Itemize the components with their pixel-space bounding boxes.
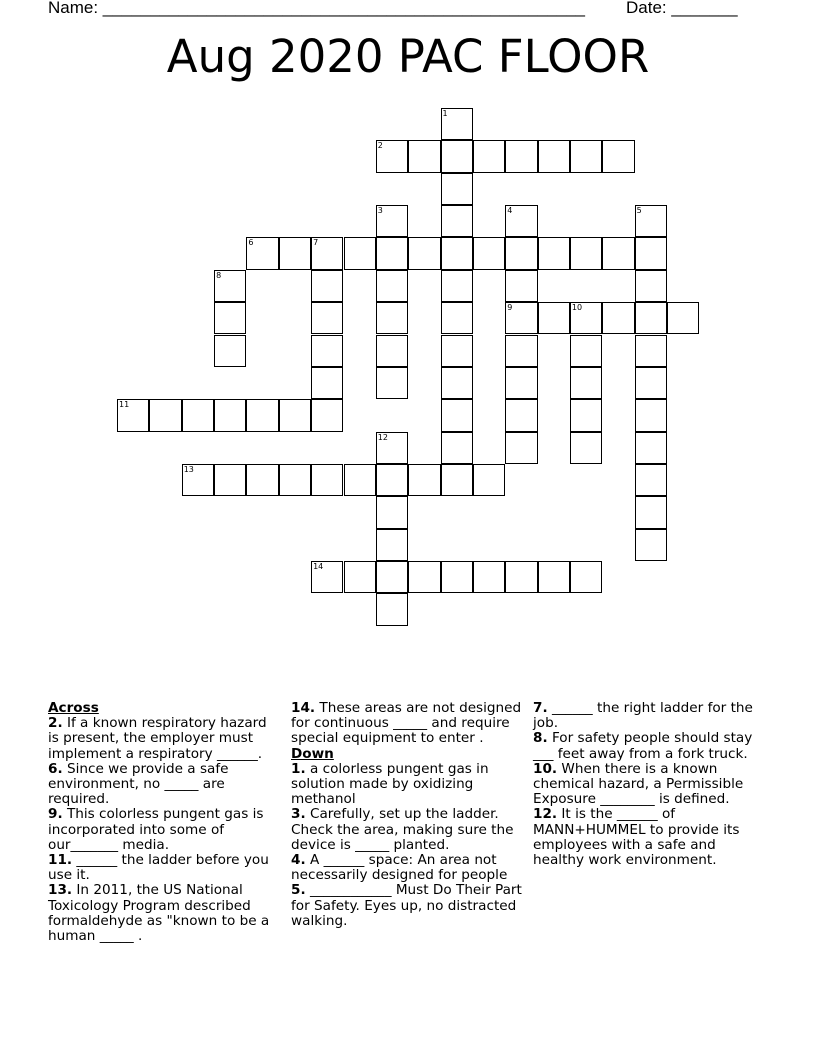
grid-cell[interactable] (441, 464, 473, 496)
grid-cell[interactable] (246, 237, 278, 269)
grid-cell[interactable] (570, 335, 602, 367)
grid-cell[interactable] (311, 464, 343, 496)
clue-text: Since we provide a safe environment, no _____ are required. (48, 760, 229, 808)
clue-number: 1. (291, 760, 306, 777)
grid-cell[interactable] (441, 205, 473, 237)
clue-text: A ______ space: An area not necessarily designed for people (291, 852, 508, 884)
clue-text: When there is a known chemical hazard, a Permissible Exposure ________ is defined. (533, 760, 744, 808)
clue-number: 10. (533, 760, 558, 777)
grid-cell[interactable] (473, 561, 505, 593)
grid-cell[interactable] (570, 399, 602, 431)
grid-cell[interactable] (635, 464, 667, 496)
grid-cell[interactable] (441, 108, 473, 140)
across-clue (48, 883, 280, 944)
clue-number: 10 (571, 303, 583, 313)
clue-number: 7. (533, 700, 548, 716)
clue-number: 7 (313, 238, 319, 248)
grid-cell[interactable] (505, 140, 537, 172)
clue-text: This colorless pungent gas is incorporated into some of our_______ media. (48, 806, 264, 853)
grid-cell[interactable] (473, 237, 505, 269)
grid-cell[interactable] (441, 270, 473, 302)
grid-cell[interactable] (635, 399, 667, 431)
grid-cell[interactable] (602, 140, 634, 172)
down-clue (291, 807, 523, 853)
grid-cell[interactable] (505, 367, 537, 399)
clue-number: 2. (48, 715, 63, 732)
down-clue (533, 807, 765, 868)
grid-cell[interactable] (635, 237, 667, 269)
clues-column-2 (291, 701, 523, 929)
grid-cell[interactable] (376, 529, 408, 561)
across-clue (48, 762, 280, 808)
grid-cell[interactable] (505, 270, 537, 302)
clues-column-3 (533, 701, 765, 868)
grid-cell[interactable] (182, 399, 214, 431)
grid-cell[interactable] (376, 205, 408, 237)
puzzle-title: Aug 2020 PAC FLOOR (166, 30, 650, 83)
grid-cell[interactable] (505, 432, 537, 464)
grid-cell[interactable] (635, 205, 667, 237)
grid-cell[interactable] (441, 561, 473, 593)
grid-cell[interactable] (473, 140, 505, 172)
grid-cell[interactable] (441, 432, 473, 464)
grid-cell[interactable] (279, 399, 311, 431)
grid-cell[interactable] (635, 432, 667, 464)
grid-cell[interactable] (246, 399, 278, 431)
clue-number: 8 (216, 270, 222, 280)
grid-cell[interactable] (441, 335, 473, 367)
grid-cell[interactable] (441, 399, 473, 431)
clue-number: 4. (291, 852, 306, 869)
clue-number: 6 (248, 238, 254, 248)
clues-column-1 (48, 701, 280, 944)
clue-number: 5. (291, 882, 306, 899)
down-clue (291, 762, 523, 808)
grid-cell[interactable] (214, 399, 246, 431)
grid-cell[interactable] (149, 399, 181, 431)
grid-cell[interactable] (635, 270, 667, 302)
clue-number: 8. (533, 730, 548, 747)
grid-cell[interactable] (376, 270, 408, 302)
clue-number: 11 (119, 400, 130, 410)
grid-cell[interactable] (505, 237, 537, 269)
grid-cell[interactable] (441, 302, 473, 334)
clue-text: ______ the right ladder for the job. (533, 700, 753, 732)
clue-number: 12. (533, 806, 558, 823)
clue-number: 13 (183, 464, 194, 474)
clue-text: These areas are not designed for continuous _____ and require special equipment to enter . (291, 700, 522, 747)
grid-cell[interactable] (182, 464, 214, 496)
across-clue (48, 853, 280, 883)
clue-text: a colorless pungent gas in solution made by oxidizing methanol (291, 760, 489, 808)
clue-text: It is the ______ of MANN+HUMMEL to provide its employees with a safe and healthy work environment. (533, 806, 740, 869)
across-clue (48, 716, 280, 762)
grid-cell[interactable] (214, 335, 246, 367)
grid-cell[interactable] (214, 270, 246, 302)
grid-cell[interactable] (376, 561, 408, 593)
grid-cell[interactable] (408, 561, 440, 593)
grid-cell[interactable] (505, 561, 537, 593)
clue-text: Carefully, set up the ladder. Check the area, making sure the device is _____ planted. (291, 806, 514, 853)
clue-number: 9 (507, 303, 513, 313)
grid-cell[interactable] (441, 237, 473, 269)
grid-cell[interactable] (473, 464, 505, 496)
clue-number: 2 (377, 141, 383, 151)
grid-cell[interactable] (570, 432, 602, 464)
grid-cell[interactable] (570, 367, 602, 399)
clue-text: In 2011, the US National Toxicology Program described formaldehyde as "known to be a human _____ . (48, 882, 270, 945)
grid-cell[interactable] (279, 237, 311, 269)
grid-cell[interactable] (635, 367, 667, 399)
grid-cell[interactable] (538, 140, 570, 172)
grid-cell[interactable] (538, 561, 570, 593)
down-clue (291, 883, 523, 929)
clue-number: 3 (377, 206, 383, 216)
grid-cell[interactable] (570, 561, 602, 593)
down-clue (533, 762, 765, 808)
grid-cell[interactable] (311, 335, 343, 367)
clue-text: If a known respiratory hazard is present, the employer must implement a respiratory ______. (48, 715, 267, 762)
grid-cell[interactable] (602, 302, 634, 334)
grid-cell[interactable] (376, 237, 408, 269)
across-clue (48, 807, 280, 853)
grid-cell[interactable] (311, 367, 343, 399)
clue-number: 13. (48, 882, 73, 899)
grid-cell[interactable] (311, 399, 343, 431)
date-field-label: Date: _______ (626, 0, 738, 17)
clue-number: 1 (442, 109, 448, 118)
grid-cell[interactable] (667, 302, 699, 334)
grid-cell[interactable] (376, 432, 408, 464)
grid-cell[interactable] (505, 302, 537, 334)
grid-cell[interactable] (408, 140, 440, 172)
grid-cell[interactable] (635, 302, 667, 334)
grid-cell[interactable] (505, 335, 537, 367)
grid-cell[interactable] (505, 205, 537, 237)
grid-cell[interactable] (441, 367, 473, 399)
grid-cell[interactable] (344, 464, 376, 496)
grid-cell[interactable] (344, 561, 376, 593)
grid-cell[interactable] (246, 464, 278, 496)
clue-number: 11. (48, 852, 73, 869)
grid-cell[interactable] (570, 302, 602, 334)
grid-cell[interactable] (538, 302, 570, 334)
grid-cell[interactable] (214, 302, 246, 334)
grid-cell[interactable] (505, 399, 537, 431)
down-clue (291, 853, 523, 883)
clue-number: 4 (507, 206, 513, 216)
down-heading: Down (291, 745, 334, 762)
grid-cell[interactable] (635, 529, 667, 561)
grid-cell[interactable] (117, 399, 149, 431)
grid-cell[interactable] (570, 237, 602, 269)
down-clue (533, 701, 765, 731)
grid-cell[interactable] (376, 464, 408, 496)
name-field-label: Name: ___________________________________________________ (48, 0, 585, 17)
down-clue (533, 731, 765, 761)
grid-cell[interactable] (311, 302, 343, 334)
grid-cell[interactable] (214, 464, 246, 496)
grid-cell[interactable] (441, 140, 473, 172)
clue-number: 3. (291, 806, 306, 823)
clue-text: For safety people should stay ___ feet away from a fork truck. (533, 730, 753, 762)
grid-cell[interactable] (376, 335, 408, 367)
grid-cell[interactable] (311, 561, 343, 593)
clue-text: ____________ Must Do Their Part for Safety. Eyes up, no distracted walking. (291, 882, 522, 929)
grid-cell[interactable] (376, 593, 408, 625)
grid-cell[interactable] (376, 496, 408, 528)
clue-number: 6. (48, 760, 63, 777)
clue-number: 14 (313, 561, 324, 571)
across-clue (291, 701, 523, 747)
clue-number: 14. (291, 700, 316, 716)
across-heading: Across (48, 700, 99, 716)
grid-cell[interactable] (376, 367, 408, 399)
clue-number: 5 (636, 206, 642, 216)
grid-cell[interactable] (408, 237, 440, 269)
grid-cell[interactable] (602, 237, 634, 269)
grid-cell[interactable] (408, 464, 440, 496)
grid-cell[interactable] (635, 335, 667, 367)
clue-number: 9. (48, 806, 63, 823)
grid-cell[interactable] (311, 237, 343, 269)
grid-cell[interactable] (344, 237, 376, 269)
grid-cell[interactable] (635, 496, 667, 528)
grid-cell[interactable] (538, 237, 570, 269)
clue-text: ______ the ladder before you use it. (48, 852, 269, 884)
grid-cell[interactable] (376, 140, 408, 172)
grid-cell[interactable] (570, 140, 602, 172)
grid-cell[interactable] (376, 302, 408, 334)
grid-cell[interactable] (441, 173, 473, 205)
grid-cell[interactable] (311, 270, 343, 302)
grid-cell[interactable] (279, 464, 311, 496)
clue-number: 12 (377, 432, 388, 442)
